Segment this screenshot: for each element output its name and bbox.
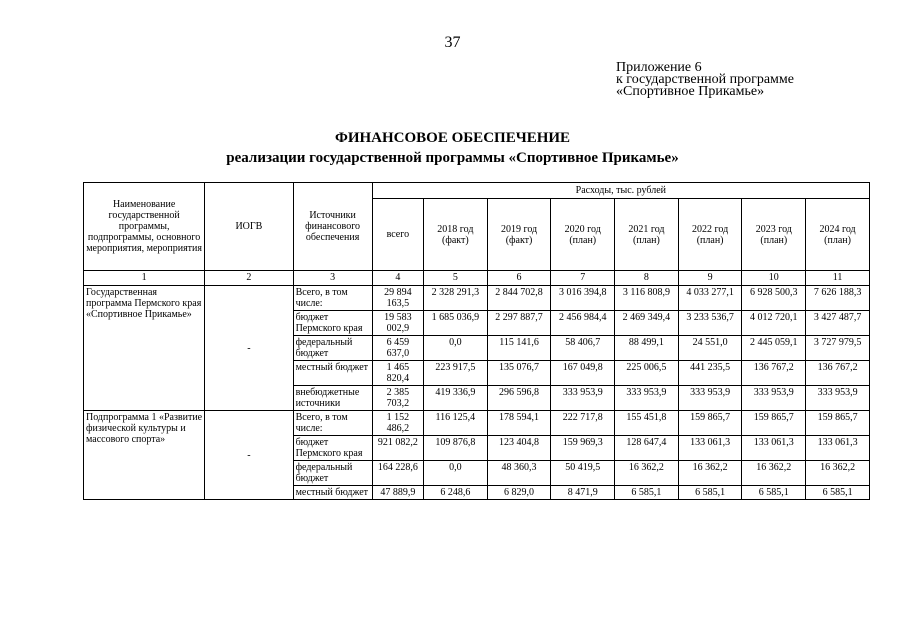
header-2020: 2020 год (план) (551, 199, 615, 271)
value-cell: 123 404,8 (487, 436, 551, 461)
value-cell: 178 594,1 (487, 411, 551, 436)
value-cell: 8 471,9 (551, 486, 615, 500)
value-cell: 3 116 808,9 (615, 286, 679, 311)
header-name: Наименование государственной программы, подпрограммы, основного мероприятия, мероприятия (84, 183, 205, 271)
financing-table (83, 182, 870, 500)
iogv-cell: - (205, 411, 293, 500)
value-cell: 159 865,7 (806, 411, 870, 436)
value-cell: 16 362,2 (615, 461, 679, 486)
col-number: 5 (424, 271, 488, 286)
header-2018: 2018 год (факт) (424, 199, 488, 271)
value-cell: 6 928 500,3 (742, 286, 806, 311)
value-cell: 4 033 277,1 (678, 286, 742, 311)
col-number: 9 (678, 271, 742, 286)
header-sources: Источники финансового обеспечения (293, 183, 372, 271)
value-cell: 3 427 487,7 (806, 311, 870, 336)
source-cell: федеральный бюджет (293, 461, 372, 486)
value-cell: 167 049,8 (551, 361, 615, 386)
appendix-line-2: к государственной программе (616, 72, 794, 87)
col-number: 3 (293, 271, 372, 286)
appendix-header (616, 62, 794, 98)
value-cell: 333 953,9 (806, 386, 870, 411)
subprogram-name-cell: Подпрограмма 1 «Развитие физической культуры и массового спорта» (84, 411, 205, 500)
value-cell: 136 767,2 (806, 361, 870, 386)
source-cell: местный бюджет (293, 361, 372, 386)
value-cell: 50 419,5 (551, 461, 615, 486)
value-cell: 48 360,3 (487, 461, 551, 486)
source-cell: Всего, в том числе: (293, 411, 372, 436)
value-cell: 6 829,0 (487, 486, 551, 500)
value-cell: 1 685 036,9 (424, 311, 488, 336)
header-iogv: ИОГВ (205, 183, 293, 271)
value-cell: 4 012 720,1 (742, 311, 806, 336)
source-cell: местный бюджет (293, 486, 372, 500)
value-cell: 109 876,8 (424, 436, 488, 461)
column-number-row (84, 271, 870, 286)
table-row (84, 411, 870, 436)
header-2024: 2024 год (план) (806, 199, 870, 271)
value-cell: 419 336,9 (424, 386, 488, 411)
value-cell: 159 865,7 (678, 411, 742, 436)
header-2021: 2021 год (план) (615, 199, 679, 271)
source-cell: федеральный бюджет (293, 336, 372, 361)
value-cell: 2 297 887,7 (487, 311, 551, 336)
col-number: 1 (84, 271, 205, 286)
table-row (84, 286, 870, 311)
value-cell: 225 006,5 (615, 361, 679, 386)
value-cell: 7 626 188,3 (806, 286, 870, 311)
source-cell: Всего, в том числе: (293, 286, 372, 311)
value-cell: 441 235,5 (678, 361, 742, 386)
value-cell: 133 061,3 (678, 436, 742, 461)
value-cell: 133 061,3 (742, 436, 806, 461)
value-cell: 16 362,2 (742, 461, 806, 486)
value-cell: 155 451,8 (615, 411, 679, 436)
value-cell: 2 456 984,4 (551, 311, 615, 336)
value-cell: 223 917,5 (424, 361, 488, 386)
value-cell: 116 125,4 (424, 411, 488, 436)
col-number: 7 (551, 271, 615, 286)
col-number: 2 (205, 271, 293, 286)
appendix-line-1: Приложение 6 (616, 60, 702, 75)
value-cell: 128 647,4 (615, 436, 679, 461)
value-cell: 3 016 394,8 (551, 286, 615, 311)
value-cell: 6 585,1 (678, 486, 742, 500)
header-2022: 2022 год (план) (678, 199, 742, 271)
value-cell: 136 767,2 (742, 361, 806, 386)
value-cell: 333 953,9 (678, 386, 742, 411)
value-cell: 159 865,7 (742, 411, 806, 436)
value-cell: 0,0 (424, 461, 488, 486)
value-cell: 2 385 703,2 (372, 386, 423, 411)
value-cell: 19 583 002,9 (372, 311, 423, 336)
value-cell: 115 141,6 (487, 336, 551, 361)
value-cell: 333 953,9 (742, 386, 806, 411)
iogv-cell: - (205, 286, 293, 411)
col-number: 6 (487, 271, 551, 286)
value-cell: 88 499,1 (615, 336, 679, 361)
value-cell: 133 061,3 (806, 436, 870, 461)
col-number: 8 (615, 271, 679, 286)
value-cell: 2 844 702,8 (487, 286, 551, 311)
value-cell: 333 953,9 (615, 386, 679, 411)
value-cell: 58 406,7 (551, 336, 615, 361)
source-cell: бюджет Пермского края (293, 311, 372, 336)
value-cell: 2 328 291,3 (424, 286, 488, 311)
value-cell: 2 445 059,1 (742, 336, 806, 361)
value-cell: 159 969,3 (551, 436, 615, 461)
program-name-cell: Государственная программа Пермского края «Спортивное Прикамье» (84, 286, 205, 411)
value-cell: 6 459 637,0 (372, 336, 423, 361)
value-cell: 921 082,2 (372, 436, 423, 461)
value-cell: 16 362,2 (806, 461, 870, 486)
source-cell: бюджет Пермского края (293, 436, 372, 461)
page-number: 37 (444, 34, 461, 51)
value-cell: 333 953,9 (551, 386, 615, 411)
value-cell: 6 248,6 (424, 486, 488, 500)
document-subtitle: реализации государственной программы «Спортивное Прикамье» (226, 150, 679, 166)
value-cell: 3 727 979,5 (806, 336, 870, 361)
value-cell: 3 233 536,7 (678, 311, 742, 336)
document-title: ФИНАНСОВОЕ ОБЕСПЕЧЕНИЕ (334, 130, 571, 146)
header-expenses: Расходы, тыс. рублей (372, 183, 869, 199)
col-number: 11 (806, 271, 870, 286)
value-cell: 296 596,8 (487, 386, 551, 411)
value-cell: 0,0 (424, 336, 488, 361)
header-2019: 2019 год (факт) (487, 199, 551, 271)
source-cell: внебюджетные источники (293, 386, 372, 411)
col-number: 10 (742, 271, 806, 286)
value-cell: 16 362,2 (678, 461, 742, 486)
header-total: всего (372, 199, 423, 271)
value-cell: 47 889,9 (372, 486, 423, 500)
value-cell: 6 585,1 (742, 486, 806, 500)
value-cell: 222 717,8 (551, 411, 615, 436)
appendix-line-3: «Спортивное Прикамье» (616, 84, 765, 99)
value-cell: 6 585,1 (615, 486, 679, 500)
value-cell: 24 551,0 (678, 336, 742, 361)
value-cell: 2 469 349,4 (615, 311, 679, 336)
value-cell: 29 894 163,5 (372, 286, 423, 311)
value-cell: 1 152 486,2 (372, 411, 423, 436)
header-2023: 2023 год (план) (742, 199, 806, 271)
value-cell: 164 228,6 (372, 461, 423, 486)
value-cell: 135 076,7 (487, 361, 551, 386)
value-cell: 1 465 820,4 (372, 361, 423, 386)
value-cell: 6 585,1 (806, 486, 870, 500)
col-number: 4 (372, 271, 423, 286)
